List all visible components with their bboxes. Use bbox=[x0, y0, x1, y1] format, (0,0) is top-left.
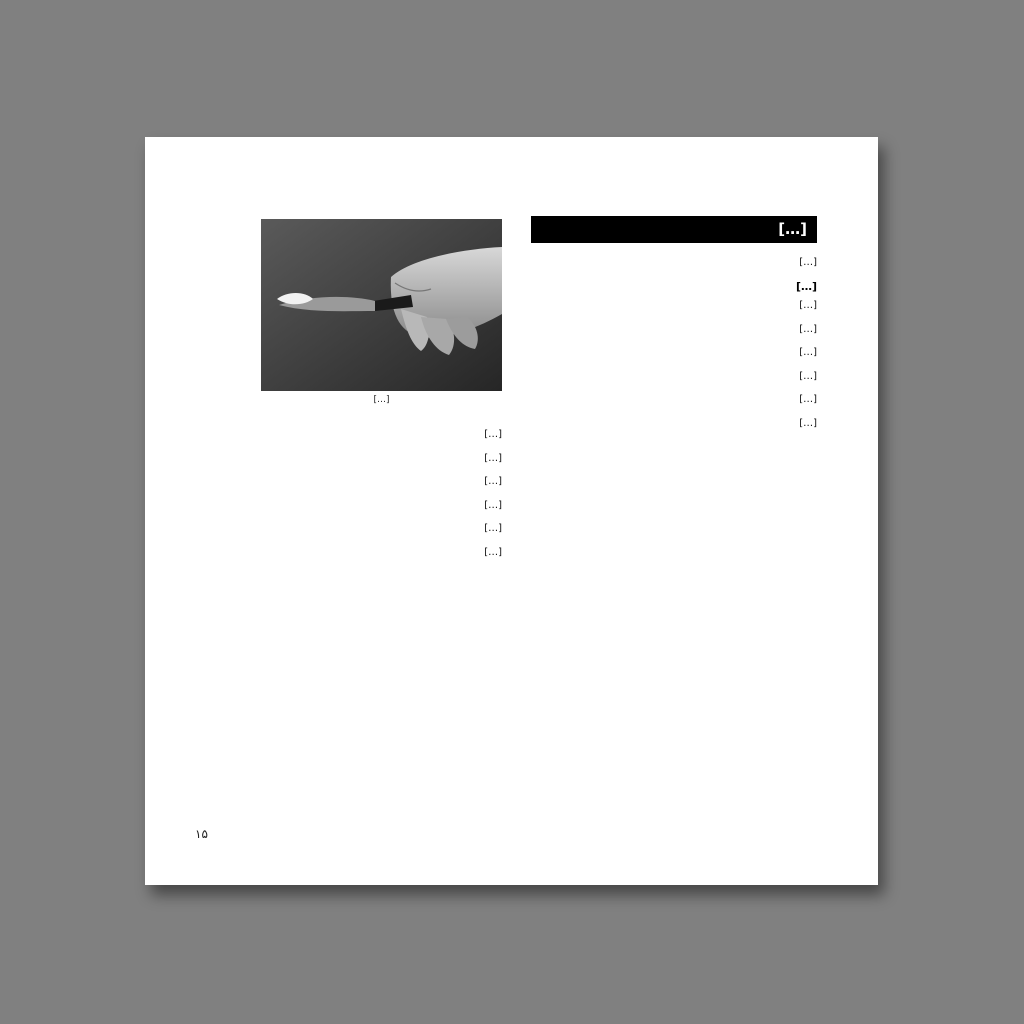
paragraph: […] bbox=[799, 417, 817, 429]
subheading: […] bbox=[795, 279, 817, 293]
paragraph: […] bbox=[484, 476, 502, 487]
photo-caption: […] bbox=[373, 395, 390, 405]
section-intro: […] bbox=[799, 257, 817, 268]
paragraph: […] bbox=[799, 370, 817, 382]
hand-holding-palette-knife-illustration bbox=[261, 219, 502, 391]
section-title: […] bbox=[531, 216, 817, 243]
paragraph: […] bbox=[799, 347, 817, 358]
paragraph: […] bbox=[799, 323, 817, 335]
knife-painting-photo bbox=[261, 219, 502, 391]
paragraph: […] bbox=[484, 429, 502, 440]
paragraph: […] bbox=[484, 452, 502, 464]
left-column bbox=[229, 427, 502, 568]
paragraph: […] bbox=[799, 300, 817, 311]
book-page bbox=[145, 137, 878, 885]
paragraph: […] bbox=[799, 394, 817, 405]
right-column bbox=[531, 255, 817, 439]
paragraph: […] bbox=[484, 523, 502, 534]
paragraph: […] bbox=[484, 546, 502, 558]
page-number: ۱۵ bbox=[195, 827, 208, 841]
paragraph: […] bbox=[484, 499, 502, 511]
